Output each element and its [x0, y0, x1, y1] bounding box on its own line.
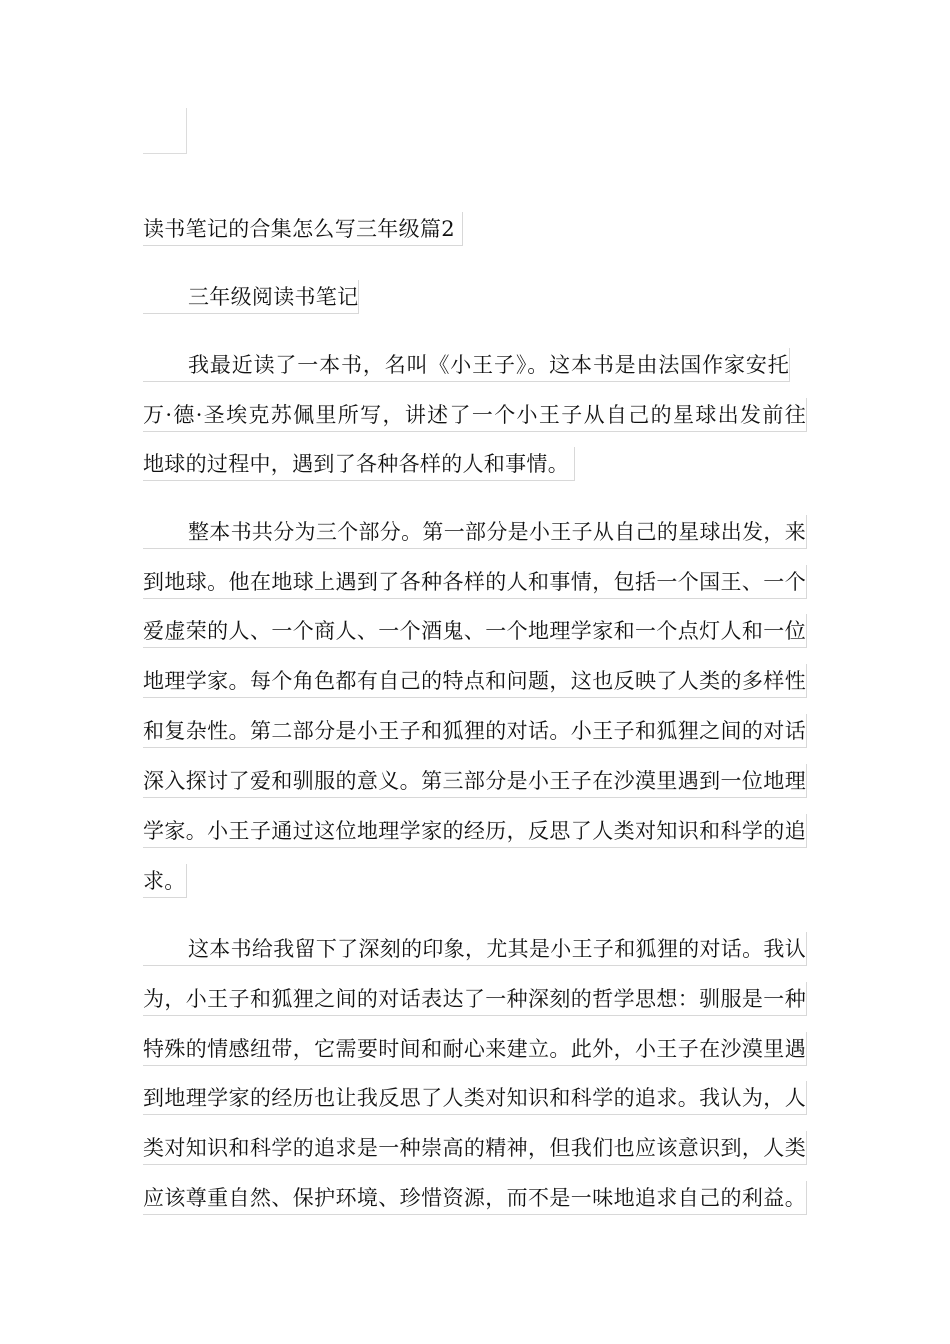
- paragraph-1-line-1: 我最近读了一本书，名叫《小王子》。这本书是由法国作家安托: [143, 348, 790, 382]
- paragraph-3-line-1: 这本书给我留下了深刻的印象，尤其是小王子和狐狸的对话。我认: [143, 932, 807, 966]
- paragraph-3-line-5: 类对知识和科学的追求是一种崇高的精神，但我们也应该意识到，人类: [143, 1131, 807, 1165]
- paragraph-2-line-2: 到地球。他在地球上遇到了各种各样的人和事情，包括一个国王、一个: [143, 565, 807, 599]
- document-heading: 读书笔记的合集怎么写三年级篇2: [143, 212, 463, 246]
- paragraph-2-line-7: 学家。小王子通过这位地理学家的经历，反思了人类对知识和科学的追: [143, 814, 807, 848]
- paragraph-3-line-4: 到地理学家的经历也让我反思了人类对知识和科学的追求。我认为，人: [143, 1081, 807, 1115]
- paragraph-2-line-8: 求。: [143, 864, 187, 898]
- paragraph-2-line-5: 和复杂性。第二部分是小王子和狐狸的对话。小王子和狐狸之间的对话: [143, 714, 807, 748]
- header-cell-box: [143, 108, 187, 154]
- document-subtitle: 三年级阅读书笔记: [143, 280, 359, 314]
- paragraph-2-line-3: 爱虚荣的人、一个商人、一个酒鬼、一个地理学家和一个点灯人和一位: [143, 614, 807, 648]
- paragraph-3-line-6: 应该尊重自然、保护环境、珍惜资源，而不是一味地追求自己的利益。: [143, 1181, 807, 1215]
- paragraph-2-line-6: 深入探讨了爱和驯服的意义。第三部分是小王子在沙漠里遇到一位地理: [143, 764, 807, 798]
- paragraph-2-line-4: 地理学家。每个角色都有自己的特点和问题，这也反映了人类的多样性: [143, 664, 807, 698]
- paragraph-2-line-1: 整本书共分为三个部分。第一部分是小王子从自己的星球出发，来: [143, 515, 807, 549]
- paragraph-1-line-2: 万·德·圣埃克苏佩里所写，讲述了一个小王子从自己的星球出发前往: [143, 398, 807, 432]
- paragraph-3-line-3: 特殊的情感纽带，它需要时间和耐心来建立。此外，小王子在沙漠里遇: [143, 1032, 807, 1066]
- paragraph-3-line-2: 为，小王子和狐狸之间的对话表达了一种深刻的哲学思想：驯服是一种: [143, 982, 807, 1016]
- paragraph-1-line-3: 地球的过程中，遇到了各种各样的人和事情。: [143, 447, 575, 481]
